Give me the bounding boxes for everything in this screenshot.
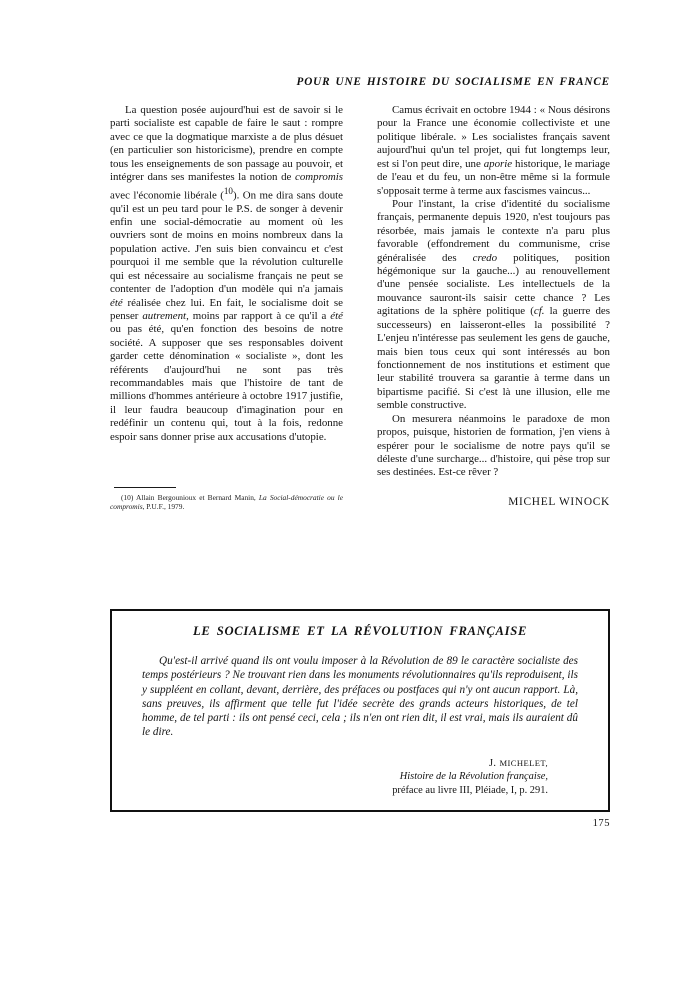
attribution-reference: préface au livre III, Pléiade, I, p. 291. [392, 784, 548, 796]
quotation-body: Qu'est-il arrivé quand ils ont voulu imposer à la Révolution de 89 le caractère socialiste des temps postérieurs ? Ne trouvant rien dans les monuments révolutionnaires qu'ils reproduisent, ils y suppléent en collant, devant, derrière, des préfaces ou postfaces qui n'y ont aucun rapport. Là, sans preuves, ils affirment que telle fut l'idée secrète des grands acteurs historiques, de tel homme, de tel parti : ils ont pensé ceci, cela ; ils n'en ont rien dit, il est vrai, mais ils auraient dû le dire. [142, 655, 578, 739]
footnote-block [110, 487, 343, 511]
text-column-right [377, 104, 610, 480]
right-paragraph-3: On mesurera néanmoins le paradoxe de mon propos, puisque, historien de formation, j'en viens à espérer pour le socialisme de notre pays qu'il se déleste d'une surcharge... d'histoire, qui pèse trop sur ses destinées. Est-ce rêver ? [377, 412, 610, 479]
left-paragraph-1: La question posée aujourd'hui est de savoir si le parti socialiste est capable de faire le saut : rompre avec ce que la dogmatique marxiste a de plus désuet (en particulier son historicisme), prendre en compte tous les enseignements de son passage au pouvoir, et intégrer dans ses manifestes la notion de compromis avec l'économie libérale ($^{10}$). On me dira sans doute qu'il est un peu tard pour le P.S. de songer à devenir enfin une social-démocratie au moment où les ouvriers sont de moins en moins nombreux dans la population active. J'en suis bien convaincu et c'est pourquoi il me semble que la révolution culturelle qui est nécessaire au socialisme français ne peut se contenter de l'adoption d'un modèle qui n'a jamais été réalisée chez lui. En fait, le socialisme doit se penser autrement, moins par rapport à ce qu'il a été ou pas été, qu'en fonction des besoins de notre société. A supposer que ses responsables doivent garder cette dénomination « socialiste », dont les référents d'aujourd'hui ne sont pas très recommandables mais que l'histoire de tant de millions d'hommes antérieure à octobre 1917 justifie, il leur faudra beaucoup d'imagination pour en redéfinir un contenu qui, tout à la fois, redonne espoir sans donner prise aux accusations d'utopie. [110, 104, 343, 443]
article-columns [110, 104, 610, 524]
right-paragraph-2: Pour l'instant, la crise d'identité du socialisme français, permanente depuis 1920, n'est toujours pas résorbée, mais jamais le contexte n'a paru plus favorable (effondrement du communisme, crise généralisée des credo politiques, position hégémonique sur la gauche...) au renouvellement d'une pensée socialiste. Les intellectuels de la mouvance sauront-ils saisir cette chance ? Les agitations de la sphère politique (cf. la guerre des successeurs) en laisseront-elles la possibilité ? L'enjeu n'intéresse pas seulement les gens de gauche, mais bien tous ceux qui sont intéressés au bon fonctionnement de nos institutions et estiment que leur stabilité trouvera sa garantie à terme dans un bipartisme pacifié. Si c'est là une illusion, elle me semble constructive. [377, 197, 610, 412]
attribution-author-initial: J. [488, 757, 500, 769]
quotation-attribution [128, 757, 592, 797]
page-number: 175 [592, 818, 610, 829]
quotation-inner [128, 624, 592, 797]
text-column-left [110, 104, 343, 444]
right-paragraph-1: Camus écrivait en octobre 1944 : « Nous désirons pour la France une économie collectiviste et une politique libérale. » Les socialistes français savent aujourd'hui qu'un tel projet, qui fut longtemps leur, est si l'on peut dire, une aporie historique, le mariage de l'eau et du feu, un non-être même si la formule s'opposait terme à terme aux fascismes vaincus... [377, 104, 610, 197]
author-signature: MICHEL WINOCK [508, 496, 610, 508]
attribution-author-name: MICHELET, [499, 757, 548, 768]
footnote-separator-rule [114, 487, 176, 488]
running-head: POUR UNE HISTOIRE DU SOCIALISME EN FRANCE [296, 76, 610, 88]
attribution-author [128, 757, 548, 770]
framed-quotation-box [110, 609, 610, 812]
quotation-title: LE SOCIALISME ET LA RÉVOLUTION FRANÇAISE [192, 624, 528, 638]
footnote-10: (10) Allain Bergounioux et Bernard Manin, La Social-démocratie ou le compromis, P.U.F., 1979. [110, 493, 343, 512]
attribution-work-title: Histoire de la Révolution française, [399, 771, 548, 783]
